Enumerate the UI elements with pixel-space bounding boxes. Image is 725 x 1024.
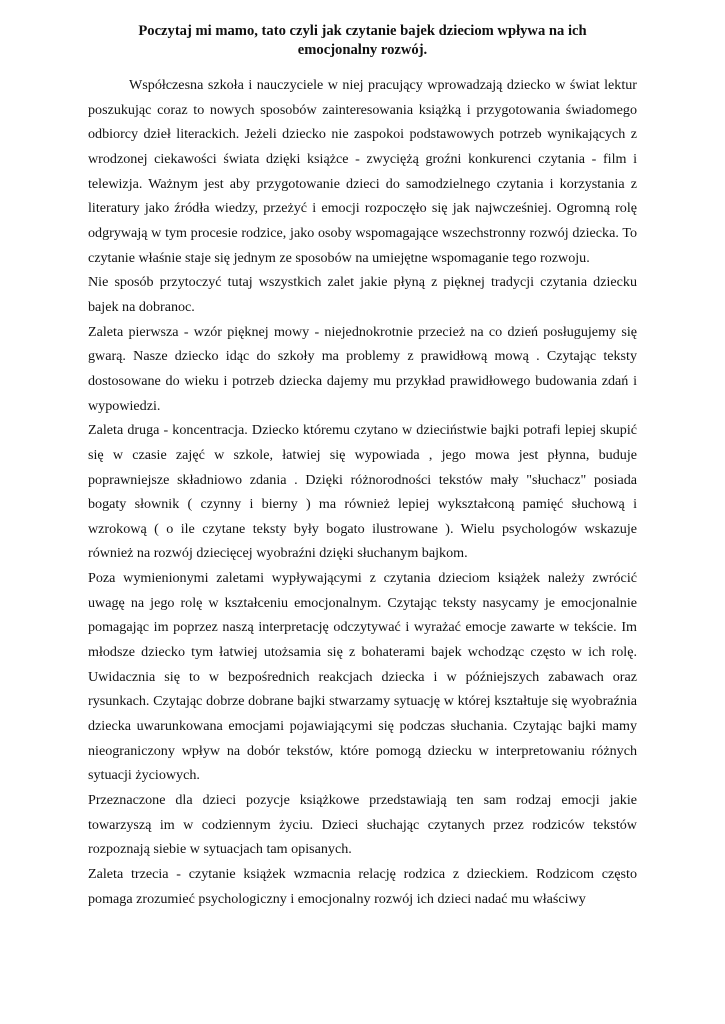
paragraph-benefit-one: Zaleta pierwsza - wzór pięknej mowy - niejednokrotnie przecież na co dzień posługujemy się gwarą. Nasze dziecko idąc do szkoły ma problemy z prawidłową mową . Czytając teksty dostosowane do wieku i potrzeb dziecka dajemy mu przykład prawidłowego budowania zdań i wypowiedzi.: [88, 323, 637, 414]
paragraph-intro: Współczesna szkoła i nauczyciele w niej pracujący wprowadzają dziecko w świat lektur poszukując coraz to nowych sposobów zainteresowania książką i przygotowania świadomego odbiorcy dzieł literackich. Jeżeli dziecko nie zaspokoi podstawowych potrzeb wynikających z wrodzonej ciekawości świata dzięki książce - zwyciężą groźni konkurenci czytania - film i telewizja. Ważnym jest aby przygotowanie dzieci do samodzielnego czytania i korzystania z literatury jako źródła wiedzy, przeżyć i emocji rozpoczęło się jak najwcześniej. Ogromną rolę odgrywają w tym procesie rodzice, jako osoby wspomagające wszechstronny rozwój dziecka. To czytanie właśnie staje się jednym ze sposobów na umiejętne wspomaganie tego rozwoju.: [88, 77, 637, 266]
paragraph-emotional-role: Poza wymienionymi zaletami wypływającymi z czytania dzieciom książek należy zwrócić uwagę na jego rolę w kształceniu emocjonalnym. Czytając teksty nasycamy je emocjonalnie pomagając im poprzez naszą interpretację odczytywać i wyrażać emocje zawarte w tekście. Im młodsze dziecko tym łatwiej utożsamia się z bohaterami bajek wchodząc często w ich rolę. Uwidacznia się to w bezpośrednich reakcjach dziecka i w późniejszych zabawach oraz rysunkach. Czytając dobrze dobrane bajki stwarzamy sytuację w której kształtuje się wyobraźnia dziecka uwarunkowana emocjami pojawiającymi się podczas słuchania. Czytając bajki mamy nieograniczony wpływ na dobór tekstów, które pomogą dziecku w interpretowaniu różnych sytuacji życiowych.: [88, 570, 637, 784]
document-title: Poczytaj mi mamo, tato czyli jak czytanie bajek dzieciom wpływa na ich emocjonalny rozwój.: [138, 23, 587, 58]
document-body: [88, 73, 637, 911]
paragraph-benefit-two: Zaleta druga - koncentracja. Dziecko któremu czytano w dzieciństwie bajki potrafi lepiej skupić się w czasie zajęć w szkole, łatwiej się wypowiada , jego mowa jest płynna, buduje poprawniejsze składniowo zdania . Dzięki różnorodności tekstów mały "słuchacz" posiada bogaty słownik ( czynny i bierny ) ma również lepiej wykształconą pamięć słuchową i wzrokową ( o ile czytane teksty były bogato ilustrowane ). Wielu psychologów wskazuje również na rozwój dziecięcej wyobraźni dzięki słuchanym bajkom.: [88, 422, 637, 562]
paragraph-benefits-intro: Nie sposób przytoczyć tutaj wszystkich zalet jakie płyną z pięknej tradycji czytania dziecku bajek na dobranoc.: [88, 274, 637, 315]
paragraph-book-positions: Przeznaczone dla dzieci pozycje książkowe przedstawiają ten sam rodzaj emocji jakie towarzyszą im w codziennym życiu. Dzieci słuchając czytanych przez rodziców tekstów rozpoznają siebie w sytuacjach tam opisanych.: [88, 792, 637, 858]
paragraph-benefit-three: Zaleta trzecia - czytanie książek wzmacnia relację rodzica z dzieckiem. Rodzicom często pomaga zrozumieć psychologiczny i emocjonalny rozwój ich dzieci nadać mu właściwy: [88, 866, 637, 907]
